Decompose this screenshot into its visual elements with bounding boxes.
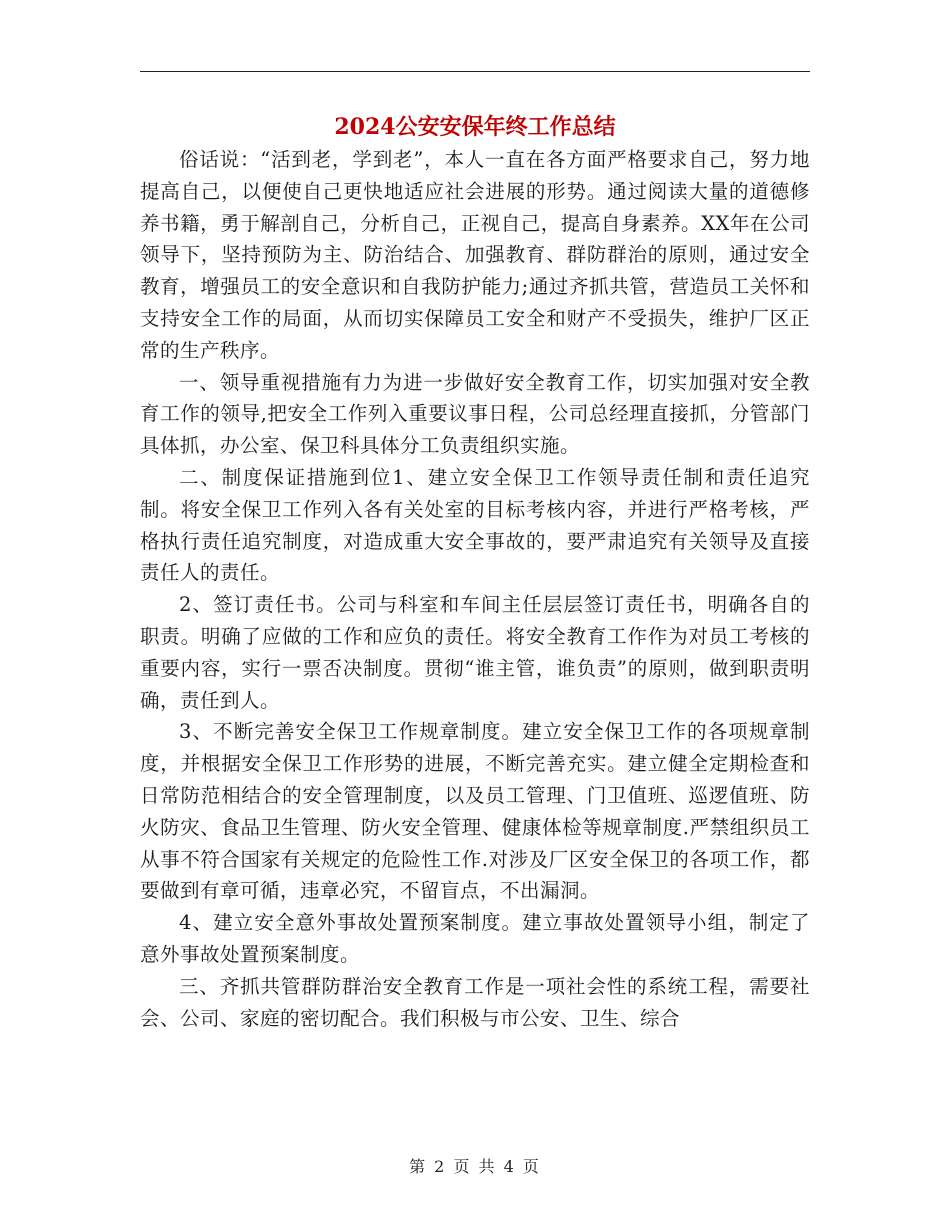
paragraph-system: 二、制度保证措施到位1、建立安全保卫工作领导责任制和责任追究制。将安全保卫工作列入各有关处室的目标考核内容，并进行严格考核，严格执行责任追究制度，对造成重大安全事故的，要严肃追究有关领导及直接责任人的责任。 <box>140 465 810 585</box>
paragraph-intro: 俗话说：“活到老，学到老”，本人一直在各方面严格要求自己，努力地提高自己，以便使自己更快地适应社会进展的形势。通过阅读大量的道德修养书籍，勇于解剖自己，分析自己，正视自己，提高自身素养。XX年在公司领导下，坚持预防为主、防治结合、加强教育、群防群治的原则，通过安全教育，增强员工的安全意识和自我防护能力;通过齐抓共管，营造员工关怀和支持安全工作的局面，从而切实保障员工安全和财产不受损失，维护厂区正常的生产秩序。 <box>140 148 810 362</box>
paragraph-cooperation: 三、齐抓共管群防群治安全教育工作是一项社会性的系统工程，需要社会、公司、家庭的密切配合。我们积极与市公安、卫生、综合 <box>140 974 810 1030</box>
document-body <box>140 144 810 1104</box>
document-title: 2024公安安保年终工作总结 <box>334 114 616 140</box>
header-rule <box>140 71 810 72</box>
page-number: 第 2 页 共 4 页 <box>409 1157 541 1176</box>
paragraph-regulations: 3、不断完善安全保卫工作规章制度。建立安全保卫工作的各项规章制度，并根据安全保卫工作形势的进展，不断完善充实。建立健全定期检查和日常防范相结合的安全管理制度，以及员工管理、门卫值班、巡逻值班、防火防灾、食品卫生管理、防火安全管理、健康体检等规章制度.严禁组织员工从事不符合国家有关规定的危险性工作.对涉及厂区安全保卫的各项工作，都要做到有章可循，违章必究，不留盲点，不出漏洞。 <box>140 720 810 903</box>
paragraph-responsibility: 2、签订责任书。公司与科室和车间主任层层签订责任书，明确各自的职责。明确了应做的工作和应负的责任。将安全教育工作作为对员工考核的重要内容，实行一票否决制度。贯彻“谁主管，谁负责”的原则，做到职责明确，责任到人。 <box>140 593 810 712</box>
paragraph-emergency-plan: 4、建立安全意外事故处置预案制度。建立事故处置领导小组，制定了意外事故处置预案制度。 <box>140 911 810 966</box>
paragraph-leadership: 一、领导重视措施有力为进一步做好安全教育工作，切实加强对安全教育工作的领导,把安全工作列入重要议事日程，公司总经理直接抓，分管部门具体抓，办公室、保卫科具体分工负责组织实施。 <box>140 370 810 458</box>
